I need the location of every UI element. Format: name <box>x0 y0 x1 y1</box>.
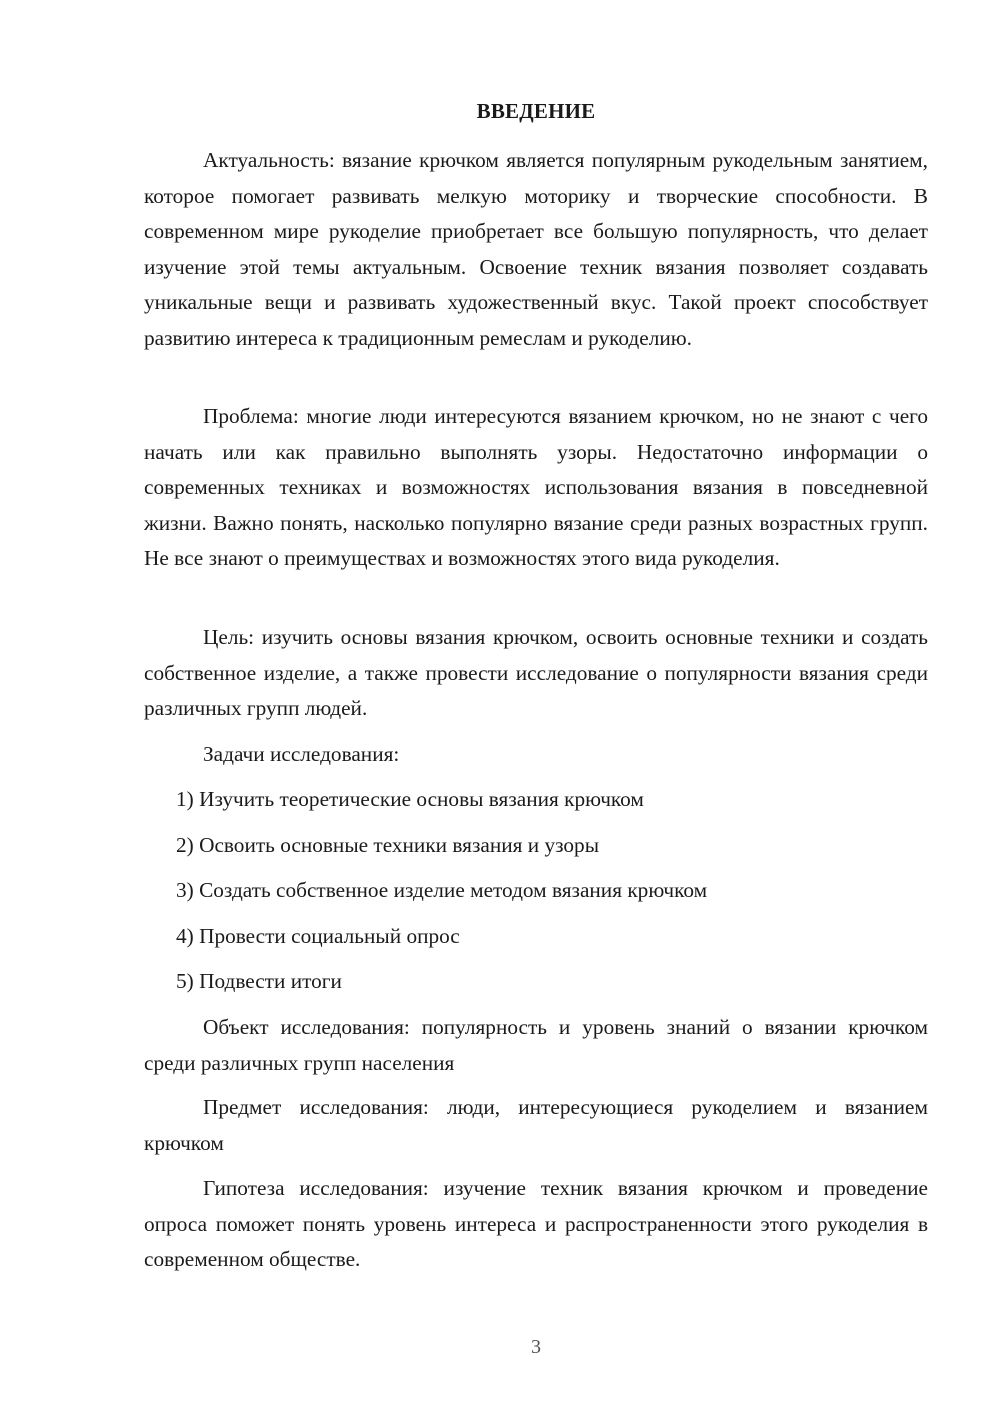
paragraph-subject: Предмет исследования: люди, интересующиеся рукоделием и вязанием крючком <box>144 1095 928 1155</box>
paragraph-relevance: Актуальность: вязание крючком является популярным рукодельным занятием, которое помогает развивать мелкую моторику и творческие способности. В современном мире рукоделие приобретает все большую популярность, что делает изучение этой темы актуальным. Освоение техник вязания позволяет создавать уникальные вещи и развивать художественный вкус. Такой проект способствует развитию интереса к традиционным ремеслам и рукоделию. <box>144 148 928 350</box>
list-item: 5) Подвести итоги <box>176 969 342 993</box>
list-item: 3) Создать собственное изделие методом вязания крючком <box>176 878 708 902</box>
tasks-label: Задачи исследования: <box>203 742 400 766</box>
section-heading: ВВЕДЕНИЕ <box>476 99 596 123</box>
paragraph-problem: Проблема: многие люди интересуются вязанием крючком, но не знают с чего начать или как правильно выполнять узоры. Недостаточно информации о современных техниках и возможностях использования вязания в повседневной жизни. Важно понять, насколько популярно вязание среди разных возрастных групп. Не все знают о преимуществах и возможностях этого вида рукоделия. <box>144 404 928 570</box>
page-number: 3 <box>531 1336 541 1358</box>
paragraph-hypothesis: Гипотеза исследования: изучение техник вязания крючком и проведение опроса поможет понять уровень интереса и распространенности этого рукоделия в современном обществе. <box>144 1176 928 1271</box>
list-item: 4) Провести социальный опрос <box>176 924 460 948</box>
paragraph-goal: Цель: изучить основы вязания крючком, освоить основные техники и создать собственное изделие, а также провести исследование о популярности вязания среди различных групп людей. <box>144 625 928 720</box>
paragraph-object: Объект исследования: популярность и уровень знаний о вязании крючком среди различных групп населения <box>144 1015 928 1075</box>
list-item: 1) Изучить теоретические основы вязания крючком <box>176 787 644 811</box>
document-page <box>144 0 928 1414</box>
list-item: 2) Освоить основные техники вязания и узоры <box>176 833 600 857</box>
